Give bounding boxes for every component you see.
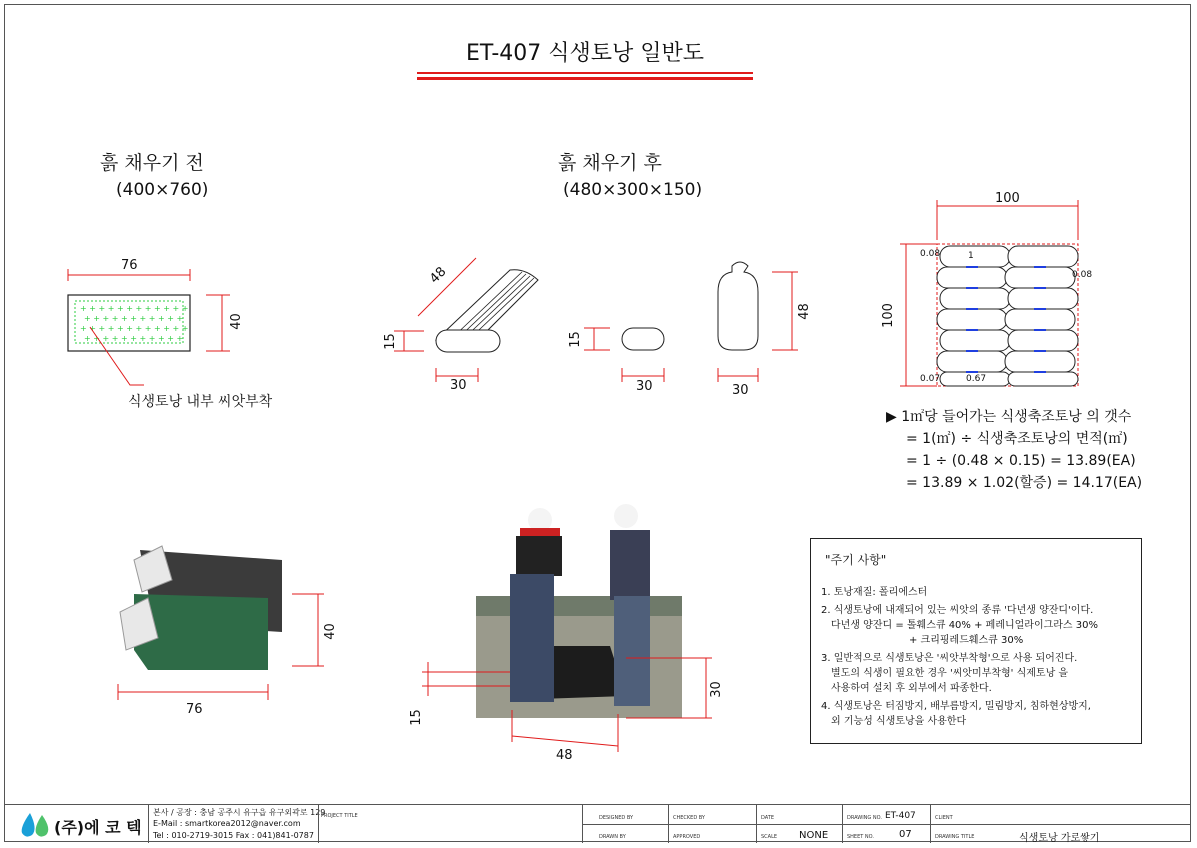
title-block-divider xyxy=(582,824,1191,825)
note-2a: 2. 식생토낭에 내재되어 있는 씨앗의 종류 '다년생 양잔디'이다. xyxy=(821,605,1094,616)
after-height-label-2: 15 xyxy=(567,331,583,348)
bag-photo xyxy=(110,540,340,720)
calc-line-3: = 1 ÷ (0.48 × 0.15) = 13.89(EA) xyxy=(906,453,1136,469)
checked-by-label: CHECKED BY xyxy=(673,815,705,821)
drawn-by-label: DRAWN BY xyxy=(599,834,626,840)
grid-left-label: 100 xyxy=(880,303,896,328)
grid-bottom-left-label: 0.07 xyxy=(920,374,941,384)
note-4a: 4. 식생토낭은 터짐방지, 배부름방지, 밀림방지, 침하현상방지, xyxy=(821,701,1091,712)
grid-gap-label-left: 0.08 xyxy=(920,249,941,259)
water-drop-icon xyxy=(16,811,56,839)
after-width-label-2: 30 xyxy=(636,379,653,394)
title-underline-2 xyxy=(417,77,753,80)
stacking-grid xyxy=(880,190,1093,390)
project-title-cell xyxy=(318,805,582,843)
bag-photo-width-label: 76 xyxy=(186,702,203,717)
company-address: 본사 / 공장 : 충남 공주시 유구읍 유구외곽로 129 xyxy=(153,808,326,817)
after-size: (480×300×150) xyxy=(563,180,703,200)
seed-attach-label: 식생토낭 내부 씨앗부착 xyxy=(128,394,273,410)
drawing-title-label: DRAWING TITLE xyxy=(935,834,975,840)
designed-by-label: DESIGNED BY xyxy=(599,815,634,821)
title-block xyxy=(4,804,1191,843)
page-title: ET-407 식생토낭 일반도 xyxy=(466,41,704,66)
grid-bottom-label: 0.67 xyxy=(966,374,987,384)
svg-text:+ + + + + + + + + + +: + + + + + + + + + + + xyxy=(84,334,184,343)
after-width-label-3: 30 xyxy=(732,383,749,398)
note-4b: 외 기능성 식생토낭을 사용한다 xyxy=(831,716,967,727)
company-email: E-Mail : smartkorea2012@naver.com xyxy=(153,819,301,828)
after-height-label: 15 xyxy=(382,333,398,350)
svg-text:+ + + + + + + + + + + +: + + + + + + + + + + + + xyxy=(80,304,189,313)
before-height-label: 40 xyxy=(228,313,244,330)
note-1: 1. 토낭재질: 폴리에스터 xyxy=(821,587,928,598)
note-3c: 사용하여 설치 후 외부에서 파종한다. xyxy=(831,683,992,694)
after-width-label: 30 xyxy=(450,378,467,393)
title-underline xyxy=(417,72,753,74)
scale-value: NONE xyxy=(799,830,829,841)
bag-photo-height-label: 40 xyxy=(322,623,338,640)
svg-text:+ + + + + + + + + + +: + + + + + + + + + + + xyxy=(84,314,184,323)
project-title-label: PROJECT TITLE xyxy=(321,813,358,819)
before-size: (400×760) xyxy=(116,180,209,200)
calc-line-2: = 1(㎡) ÷ 식생축조토낭의 면적(㎡) xyxy=(906,431,1128,447)
company-name: (주)에 코 텍 xyxy=(54,818,142,837)
company-cell xyxy=(4,805,148,843)
after-heading: 흙 채우기 후 xyxy=(558,152,662,174)
notes-panel xyxy=(810,538,1142,744)
calc-line-1: ▶ 1㎡당 들어가는 식생축조토낭 의 갯수 xyxy=(886,409,1132,425)
note-3a: 3. 일반적으로 식생토낭은 '씨앗부착형'으로 사용 되어진다. xyxy=(821,653,1078,664)
drawing-no-value: ET-407 xyxy=(885,811,916,821)
sheet-no-label: SHEET NO. xyxy=(847,834,874,840)
scale-label: SCALE xyxy=(761,834,778,840)
before-heading: 흙 채우기 전 xyxy=(100,152,204,174)
note-2b: 다년생 양잔디 = 톨훼스큐 40% + 페레니얼라이그라스 30% xyxy=(831,620,1099,631)
address-cell xyxy=(148,805,326,843)
grid-gap-label-right: 0.08 xyxy=(1072,270,1093,280)
drawing-title-value: 식생토낭 가로쌓기 xyxy=(1019,833,1100,844)
svg-text:+ + + + + + + + + + + +: + + + + + + + + + + + + xyxy=(80,324,189,333)
company-tel: Tel : 010-2719-3015 Fax : 041)841-0787 xyxy=(153,831,314,840)
site-photo-height-label: 30 xyxy=(708,681,724,698)
grid-count-label: 1 xyxy=(968,251,974,261)
site-photo-width-label: 48 xyxy=(556,748,573,763)
grid-top-label: 100 xyxy=(995,191,1020,206)
approved-label: APPROVED xyxy=(673,834,701,840)
date-label: DATE xyxy=(761,815,775,821)
drawing-no-label: DRAWING NO. xyxy=(847,815,882,821)
calc-line-4: = 13.89 × 1.02(할증) = 14.17(EA) xyxy=(906,475,1143,491)
site-photo xyxy=(400,496,730,776)
after-length-label-2: 48 xyxy=(796,303,812,320)
note-3b: 별도의 식생이 필요한 경우 '씨앗미부착형' 식제토낭 을 xyxy=(831,668,1069,679)
note-2c: + 크리핑레드훼스큐 30% xyxy=(909,635,1024,646)
site-photo-left-label: 15 xyxy=(408,709,424,726)
sheet-no-value: 07 xyxy=(899,829,912,840)
before-width-label: 76 xyxy=(121,258,138,273)
after-bag-drawing xyxy=(380,240,820,410)
notes-title: "주기 사항" xyxy=(825,553,887,567)
after-length-label: 48 xyxy=(427,264,450,287)
client-label: CLIENT xyxy=(935,815,953,821)
